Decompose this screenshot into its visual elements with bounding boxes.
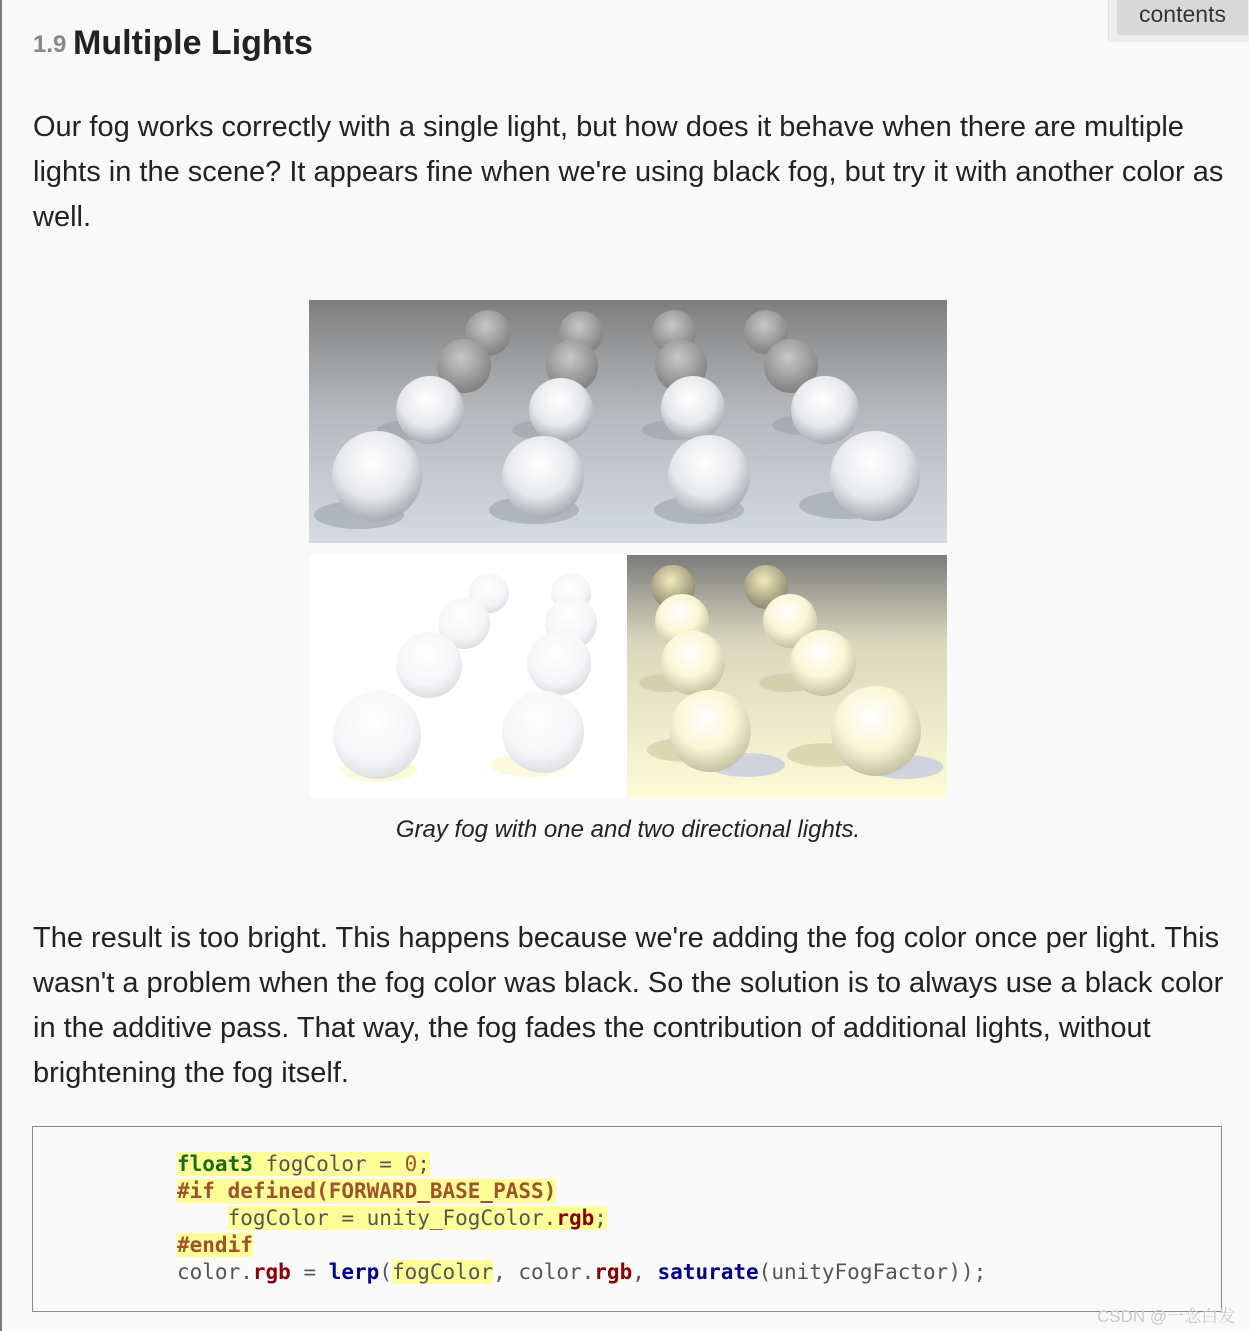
- figure-gray-fog: [309, 300, 947, 543]
- code-token: (unityFogFactor));: [758, 1260, 987, 1284]
- code-token-number: 0: [404, 1152, 418, 1176]
- code-token-function: saturate: [657, 1260, 759, 1284]
- figure-bright-fog-two-image: [627, 555, 947, 798]
- code-token: (: [379, 1260, 392, 1284]
- code-token: color.: [177, 1260, 253, 1284]
- figure-caption: Gray fog with one and two directional lights.: [395, 816, 861, 843]
- section-title: Multiple Lights: [73, 24, 313, 62]
- code-token: ;: [594, 1206, 607, 1230]
- section-heading: [33, 24, 313, 63]
- code-token: ;: [417, 1152, 430, 1176]
- figure-bright-fog-one: [309, 555, 627, 798]
- watermark: CSDN @一念白发: [1097, 1307, 1236, 1326]
- code-token-preprocessor: #if defined(FORWARD_BASE_PASS): [177, 1179, 557, 1203]
- code-token-member: rgb: [556, 1206, 595, 1230]
- code-line-4: [177, 1232, 253, 1259]
- code-block: [32, 1126, 1222, 1312]
- code-token: , color.: [493, 1260, 595, 1284]
- contents-button[interactable]: contents: [1117, 0, 1248, 35]
- code-token: fogColor = unity_FogColor.: [227, 1206, 557, 1230]
- result-paragraph: The result is too bright. This happens because we're adding the fog color once per light. This wasn't a problem when the fog color was black. So the solution is to always use a black color in the additive pass. That way, the fog fades the contribution of additional lights, without brightening the fog itself.: [33, 922, 1224, 1089]
- code-indent: [177, 1206, 228, 1230]
- code-line-3: [177, 1205, 607, 1232]
- figure-bright-fog-two: [627, 555, 947, 798]
- code-token-highlight: fogColor: [391, 1260, 494, 1284]
- left-border: [0, 0, 2, 1331]
- code-token-preprocessor: #endif: [177, 1233, 253, 1257]
- code-token-type: float3: [177, 1152, 253, 1176]
- code-token: ,: [632, 1260, 658, 1284]
- code-token: =: [290, 1260, 329, 1284]
- code-token-member: rgb: [594, 1260, 633, 1284]
- code-line-2: [177, 1178, 556, 1205]
- figure-gray-fog-image: [309, 300, 947, 543]
- code-token: fogColor =: [252, 1152, 405, 1176]
- section-number: 1.9: [33, 31, 67, 58]
- code-token-function: lerp: [328, 1260, 380, 1284]
- contents-panel: [1108, 0, 1249, 42]
- intro-paragraph: Our fog works correctly with a single light, but how does it behave when there are multiple lights in the scene? It appears fine when we're using black fog, but try it with another color as well.: [33, 111, 1224, 233]
- code-line-1: [177, 1151, 430, 1178]
- code-token-member: rgb: [252, 1260, 291, 1284]
- code-line-5: [177, 1259, 986, 1286]
- figure-bright-fog-one-image: [309, 555, 627, 798]
